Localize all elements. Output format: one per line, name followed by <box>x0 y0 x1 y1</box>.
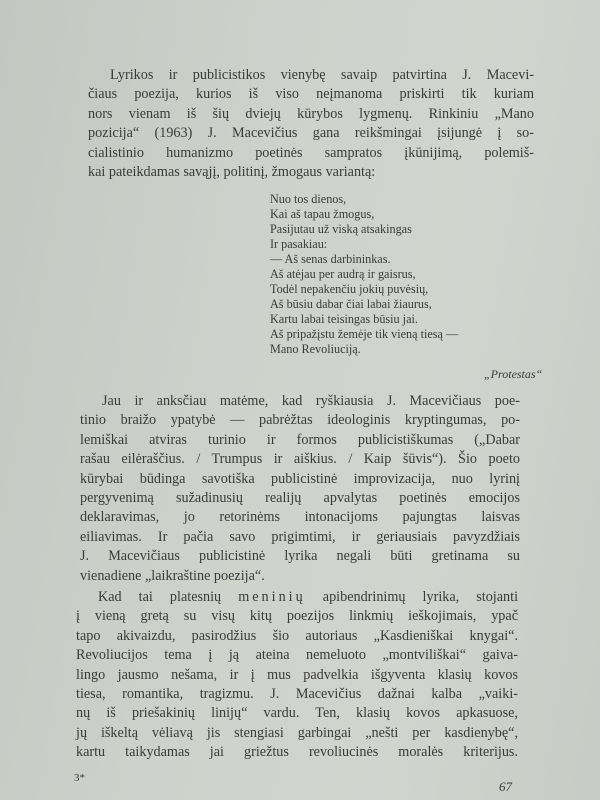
text-line: lemiškai atviras turinio ir formos publicistiškumas („Dabar <box>80 431 520 448</box>
text-line: kai pateikdamas savąjį, politinį, žmogaus variantą: <box>88 163 376 180</box>
text-line: jų iškeltą vėliavą jis stengiasi garbingai „nešti per kasdienybę“, <box>76 724 518 741</box>
text-line: rašau eilėraščius. / Trumpus ir aiškius. / Kaip šūvis“). Šio poeto <box>80 451 520 468</box>
text-line: eiliavimas. Ir pačia savo prigimtimi, ir geriausiais pavyzdžiais <box>80 528 520 545</box>
text-line: tinio braižo ypatybė — pabrėžtas ideologinis kryptingumas, po- <box>80 412 520 429</box>
text-line: tiesa, romantika, tragizmu. J. Macevičius dažnai kalba „vaiki- <box>76 685 518 702</box>
text-line: į vieną gretą su visų kitų poezijos linkmių ieškojimais, ypač <box>76 608 518 625</box>
paragraph-1 <box>88 66 534 182</box>
text-line: čiaus poezija, kurios iš viso neįmanoma priskirti tik kuriam <box>88 86 534 103</box>
poem-line: Kartu labai teisingas būsiu jai. <box>270 312 418 326</box>
poem-line: Aš atėjau per audrą ir gaisrus, <box>270 267 416 281</box>
text-line: pozicija“ (1963) J. Macevičius gana reikšmingai įsijungė į so- <box>88 125 534 142</box>
signature-mark: 3* <box>74 772 85 784</box>
text-line: vienadiene „laikraštine poezija“. <box>80 567 265 584</box>
page-number: 67 <box>499 779 512 794</box>
poem-line: Mano Revoliuciją. <box>270 342 361 356</box>
text-line: Jau ir anksčiau matėme, kad ryškiausia J. Macevičiaus poe- <box>102 393 520 409</box>
poem-line: Kai aš tapau žmogus, <box>270 207 375 221</box>
poem-line: Aš būsiu dabar čiai labai žiaurus, <box>270 297 432 311</box>
poem-line: — Aš senas darbininkas. <box>270 252 391 266</box>
poem-quote <box>270 192 458 357</box>
text-fragment: Kad tai platesnių <box>98 589 222 605</box>
text-line: nų iš priešakinių linijų“ vardu. Ten, klasių kovos apkasuose, <box>76 705 518 722</box>
poem-line: Nuo tos dienos, <box>270 192 347 206</box>
poem-line: Ir pasakiau: <box>270 237 328 251</box>
poem-source: „Protestas“ <box>484 367 543 381</box>
text-line <box>76 588 518 607</box>
paragraph-2 <box>80 392 520 586</box>
text-line: Revoliucijos tema į ją ateina nemeluoto „montviliškai“ gaiva- <box>76 647 518 664</box>
poem-line: Pasijutau už viską atsakingas <box>270 222 412 236</box>
paragraph-3 <box>76 588 518 763</box>
text-line: deklaravimas, jo retorinėms intonacijoms pajungtas laisvas <box>80 509 520 526</box>
text-line: cialistinio humanizmo poetinės sampratos įkūnijimą, polemiš- <box>88 144 534 161</box>
text-line: J. Macevičiaus publicistinė lyrika negali būti gretinama su <box>80 548 520 565</box>
emphasized-word: meninių <box>238 589 306 605</box>
text-line: lingo jausmo nešama, ir į mus padvelkia išgyventa klasių kovos <box>76 666 518 683</box>
poem-line: Aš pripažįstu žemėje tik vieną tiesą — <box>270 327 459 341</box>
text-fragment: apibendrinimų lyrika, stojanti <box>322 589 519 605</box>
text-line: kūrybai būdinga savotiška publicistinė improvizacija, nuo lyrinį <box>80 470 520 487</box>
poem-line: Todėl nepakenčiu jokių puvėsių, <box>270 282 429 296</box>
text-line: kartu taikydamas jai griežtus revoliucinės moralės kriterijus. <box>76 744 518 761</box>
text-line: Lyrikos ir publicistikos vienybę savaip patvirtina J. Macevi- <box>110 67 534 83</box>
text-line: tapo akivaizdu, pasirodžius šio autoriaus „Kasdieniškai knygai“. <box>76 627 518 644</box>
text-line: nors vienam iš šių dviejų kūrybos lygmenų. Rinkiniu „Mano <box>88 105 534 122</box>
text-line: pergyvenimą sužadinusių realijų apvalytas poetinės emocijos <box>80 489 520 506</box>
